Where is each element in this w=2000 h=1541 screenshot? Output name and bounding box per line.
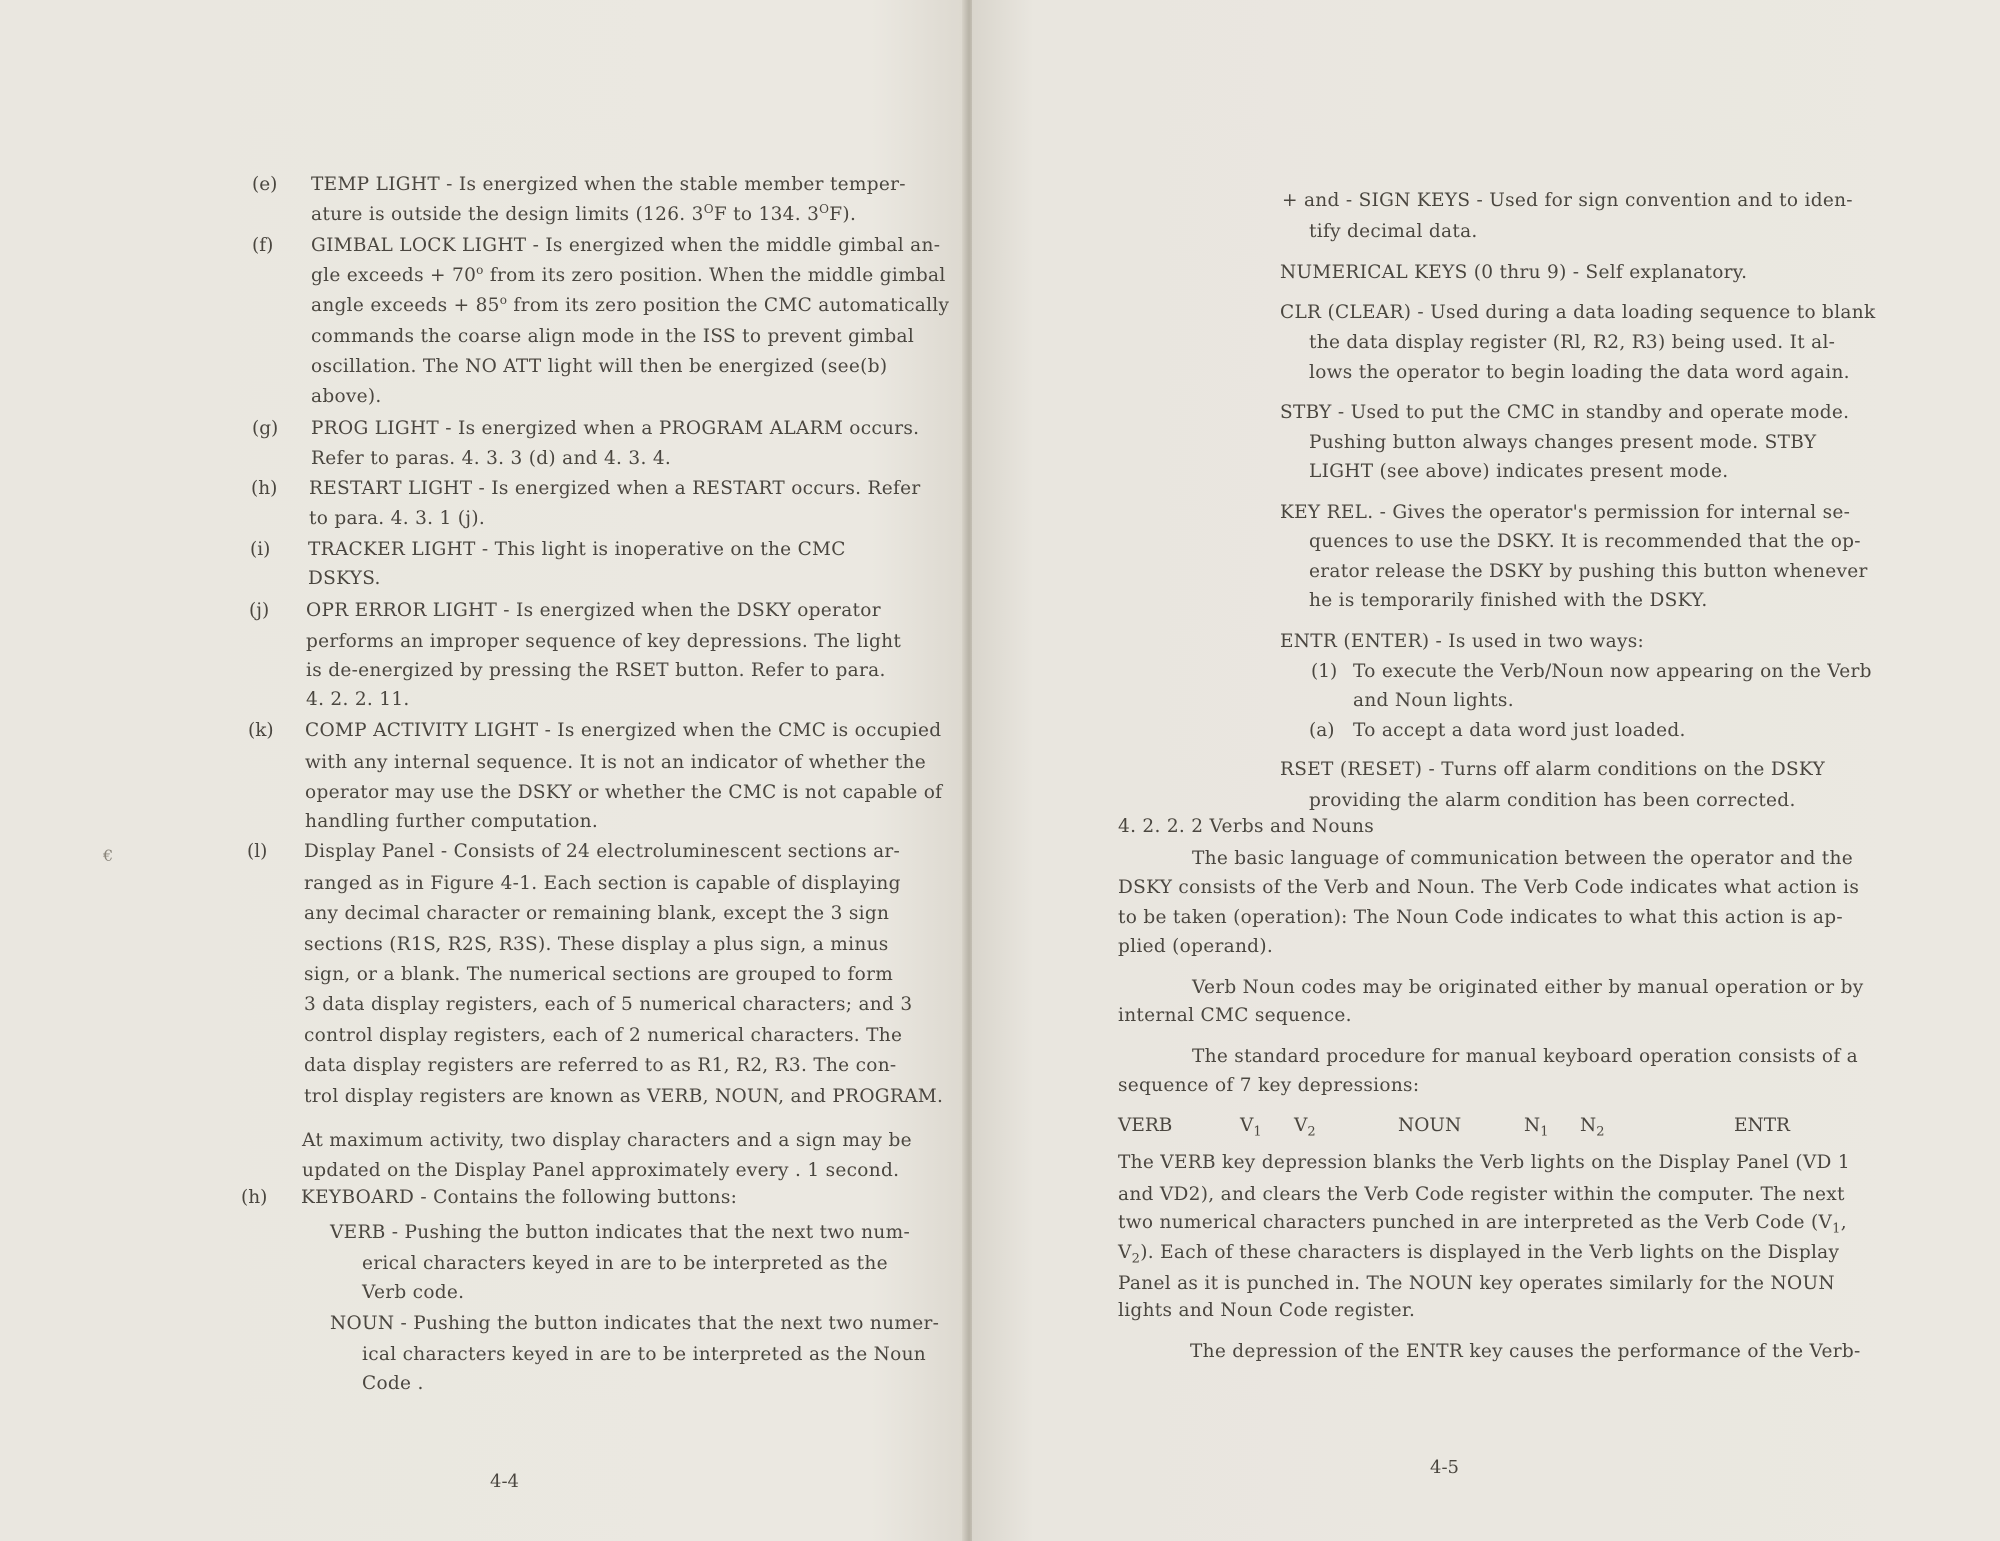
text-line: The depression of the ENTR key causes the performance of the Verb- xyxy=(1190,1341,1861,1362)
text-line: DSKY consists of the Verb and Noun. The Verb Code indicates what action is xyxy=(1118,877,1860,898)
text-line: quences to use the DSKY. It is recommended that the op- xyxy=(1309,531,1861,552)
text-line: control display registers, each of 2 numerical characters. The xyxy=(304,1025,903,1046)
text-line: DSKYS. xyxy=(308,568,381,589)
text-line: Verb Noun codes may be originated either by manual operation or by xyxy=(1192,977,1864,998)
text-line: RESTART LIGHT - Is energized when a RESTART occurs. Refer xyxy=(309,478,921,499)
text-line: the data display register (Rl, R2, R3) being used. It al- xyxy=(1309,332,1836,353)
text-line: KEY REL. - Gives the operator's permission for internal se- xyxy=(1280,502,1851,523)
text-line: handling further computation. xyxy=(305,811,599,832)
text-line: two numerical characters punched in are interpreted as the Verb Code ($V_1$, xyxy=(1118,1212,1847,1237)
margin-mark: € xyxy=(103,846,114,865)
text-line: OPR ERROR LIGHT - Is energized when the DSKY operator xyxy=(306,600,881,621)
text-line: oscillation. The NO ATT light will then be energized (see(b) xyxy=(311,356,888,377)
text-line: Refer to paras. 4. 3. 3 (d) and 4. 3. 4. xyxy=(311,448,672,469)
text-line: COMP ACTIVITY LIGHT - Is energized when the CMC is occupied xyxy=(305,720,942,741)
text-line: The standard procedure for manual keyboard operation consists of a xyxy=(1192,1046,1858,1067)
seq-verb: VERB xyxy=(1118,1115,1173,1136)
text-line: to be taken (operation): The Noun Code indicates to what this action is ap- xyxy=(1118,907,1843,928)
text-line: 4. 2. 2. 11. xyxy=(306,689,410,710)
text-line: LIGHT (see above) indicates present mode. xyxy=(1309,461,1729,482)
entr-item-label: (1) xyxy=(1311,661,1338,682)
text-line: STBY - Used to put the CMC in standby and operate mode. xyxy=(1280,402,1850,423)
text-line: TRACKER LIGHT - This light is inoperative on the CMC xyxy=(308,539,846,560)
right-page xyxy=(972,0,2000,1541)
text-line: The VERB key depression blanks the Verb lights on the Display Panel (VD 1 xyxy=(1118,1152,1850,1173)
text-line: to para. 4. 3. 1 (j). xyxy=(309,508,486,529)
text-line: erator release the DSKY by pushing this button whenever xyxy=(1309,561,1868,582)
text-line: internal CMC sequence. xyxy=(1118,1005,1352,1026)
text-line: TEMP LIGHT - Is energized when the stable member temper- xyxy=(311,174,906,195)
text-line: performs an improper sequence of key depressions. The light xyxy=(306,631,902,652)
text-line: The basic language of communication between the operator and the xyxy=(1192,848,1853,869)
text-line: and Noun lights. xyxy=(1353,690,1514,711)
text-line: is de-energized by pressing the RSET button. Refer to para. xyxy=(306,660,886,681)
text-line: Verb code. xyxy=(362,1282,465,1303)
text-line: he is temporarily finished with the DSKY. xyxy=(1309,590,1708,611)
text-line: sign, or a blank. The numerical sections are grouped to form xyxy=(304,964,894,985)
page-number: 4-5 xyxy=(1430,1457,1459,1478)
text-line: Display Panel - Consists of 24 electroluminescent sections ar- xyxy=(304,841,901,862)
text-line: VERB - Pushing the button indicates that the next two num- xyxy=(330,1222,910,1243)
text-line: ranged as in Figure 4-1. Each section is capable of displaying xyxy=(304,873,901,894)
text-line: tify decimal data. xyxy=(1309,221,1478,242)
text-line: 3 data display registers, each of 5 numerical characters; and 3 xyxy=(304,994,913,1015)
text-line: sequence of 7 key depressions: xyxy=(1118,1075,1420,1096)
seq-noun: NOUN xyxy=(1398,1115,1462,1136)
text-line: and VD2), and clears the Verb Code register within the computer. The next xyxy=(1118,1184,1845,1205)
text-line: gle exceeds + $70^o$ from its zero position. When the middle gimbal xyxy=(311,262,946,286)
text-line: NOUN - Pushing the button indicates that the next two numer- xyxy=(330,1313,940,1334)
entr-item-label: (a) xyxy=(1309,720,1335,741)
text-line: To execute the Verb/Noun now appearing on the Verb xyxy=(1353,661,1872,682)
text-line: lows the operator to begin loading the data word again. xyxy=(1309,362,1850,383)
item-label-i: (i) xyxy=(250,539,271,560)
text-line: KEYBOARD - Contains the following buttons: xyxy=(301,1187,738,1208)
page-number: 4-4 xyxy=(490,1471,519,1492)
text-line: with any internal sequence. It is not an indicator of whether the xyxy=(305,752,926,773)
text-line: ENTR (ENTER) - Is used in two ways: xyxy=(1280,631,1645,652)
text-line: ature is outside the design limits (126. $3^OF$ to 134. $3^OF$). xyxy=(311,201,857,225)
text-line: operator may use the DSKY or whether the CMC is not capable of xyxy=(305,782,943,803)
text-line: $V_2$). Each of these characters is displayed in the Verb lights on the Display xyxy=(1118,1242,1840,1267)
text-line: CLR (CLEAR) - Used during a data loading sequence to blank xyxy=(1280,302,1876,323)
text-line: To accept a data word just loaded. xyxy=(1353,720,1686,741)
item-label-f: (f) xyxy=(252,235,274,256)
item-label-j: (j) xyxy=(249,600,270,621)
item-label-keyboard: (h) xyxy=(241,1187,268,1208)
text-line: updated on the Display Panel approximately every . 1 second. xyxy=(302,1160,900,1181)
text-line: above). xyxy=(311,386,382,407)
text-line: Pushing button always changes present mode. STBY xyxy=(1309,432,1817,453)
text-line: RSET (RESET) - Turns off alarm conditions on the DSKY xyxy=(1280,759,1826,780)
text-line: trol display registers are known as VERB, NOUN, and PROGRAM. xyxy=(304,1086,944,1107)
seq-n2: $N_2$ xyxy=(1580,1115,1605,1140)
text-line: ical characters keyed in are to be interpreted as the Noun xyxy=(362,1344,926,1365)
text-line: + and - SIGN KEYS - Used for sign convention and to iden- xyxy=(1282,190,1853,211)
seq-entr: ENTR xyxy=(1734,1115,1790,1136)
text-line: lights and Noun Code register. xyxy=(1118,1300,1416,1321)
text-line: erical characters keyed in are to be interpreted as the xyxy=(362,1253,888,1274)
text-line: data display registers are referred to as R1, R2, R3. The con- xyxy=(304,1055,897,1076)
seq-n1: $N_1$ xyxy=(1524,1115,1549,1140)
item-label-e: (e) xyxy=(252,174,278,195)
text-line: providing the alarm condition has been corrected. xyxy=(1309,790,1796,811)
text-line: GIMBAL LOCK LIGHT - Is energized when the middle gimbal an- xyxy=(311,235,941,256)
text-line: sections (R1S, R2S, R3S). These display a plus sign, a minus xyxy=(304,934,889,955)
text-line: Panel as it is punched in. The NOUN key operates similarly for the NOUN xyxy=(1118,1273,1835,1294)
text-line: commands the coarse align mode in the ISS to prevent gimbal xyxy=(311,326,915,347)
item-label-k: (k) xyxy=(248,720,274,741)
seq-v1: $V_1$ xyxy=(1240,1115,1262,1140)
text-line: angle exceeds + $85^o$ from its zero position the CMC automatically xyxy=(311,292,950,316)
text-line: NUMERICAL KEYS (0 thru 9) - Self explanatory. xyxy=(1280,262,1748,283)
text-line: Code . xyxy=(362,1373,424,1394)
seq-v2: $V_2$ xyxy=(1294,1115,1316,1140)
item-label-l: (l) xyxy=(247,841,268,862)
text-line: At maximum activity, two display characters and a sign may be xyxy=(302,1130,912,1151)
item-label-h: (h) xyxy=(251,478,278,499)
text-line: any decimal character or remaining blank, except the 3 sign xyxy=(304,903,890,924)
left-page xyxy=(0,0,968,1541)
item-label-g: (g) xyxy=(252,418,279,439)
section-heading: 4. 2. 2. 2 Verbs and Nouns xyxy=(1118,816,1375,837)
text-line: plied (operand). xyxy=(1118,936,1274,957)
text-line: PROG LIGHT - Is energized when a PROGRAM ALARM occurs. xyxy=(311,418,920,439)
